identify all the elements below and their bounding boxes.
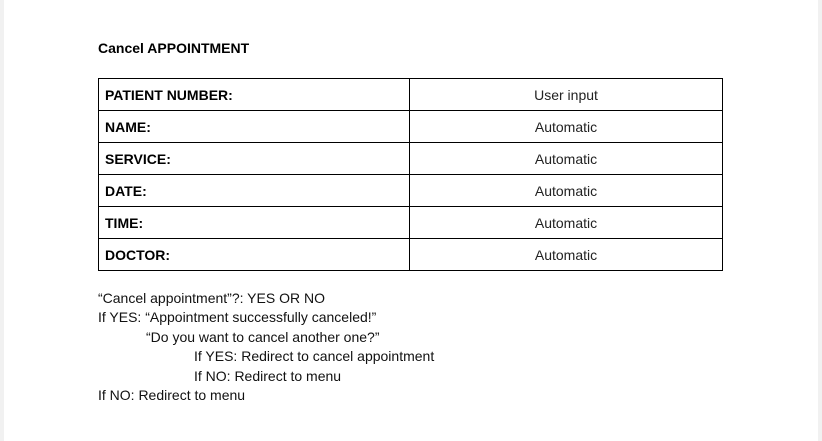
- flow-line-confirm: “Cancel appointment”?: YES OR NO: [98, 290, 325, 306]
- row-label-date: DATE:: [99, 175, 410, 207]
- table-row: [99, 175, 723, 207]
- row-value-time: Automatic: [410, 207, 723, 239]
- row-value-doctor: Automatic: [410, 239, 723, 271]
- row-value-date: Automatic: [410, 175, 723, 207]
- table-row: [99, 79, 723, 111]
- row-label-doctor: DOCTOR:: [99, 239, 410, 271]
- flow-line-if-no: If NO: Redirect to menu: [98, 386, 246, 403]
- flow-line-nested-no: If NO: Redirect to menu: [194, 367, 342, 384]
- appointment-table: [98, 78, 723, 271]
- document-title: Cancel APPOINTMENT: [98, 40, 250, 56]
- table-row: [99, 111, 723, 143]
- document-page: [4, 0, 818, 441]
- table-row: [99, 239, 723, 271]
- row-label-name: NAME:: [99, 111, 410, 143]
- row-value-patient-number: User input: [410, 79, 723, 111]
- table-row: [99, 143, 723, 175]
- row-value-service: Automatic: [410, 143, 723, 175]
- flow-line-nested-yes: If YES: Redirect to cancel appointment: [194, 348, 435, 365]
- flow-description: [98, 289, 434, 405]
- row-label-patient-number: PATIENT NUMBER:: [99, 79, 410, 111]
- flow-line-cancel-another: “Do you want to cancel another one?”: [146, 328, 380, 345]
- row-value-name: Automatic: [410, 111, 723, 143]
- row-label-time: TIME:: [99, 207, 410, 239]
- flow-line-if-yes: If YES: “Appointment successfully canceled!”: [98, 309, 377, 326]
- row-label-service: SERVICE:: [99, 143, 410, 175]
- table-row: [99, 207, 723, 239]
